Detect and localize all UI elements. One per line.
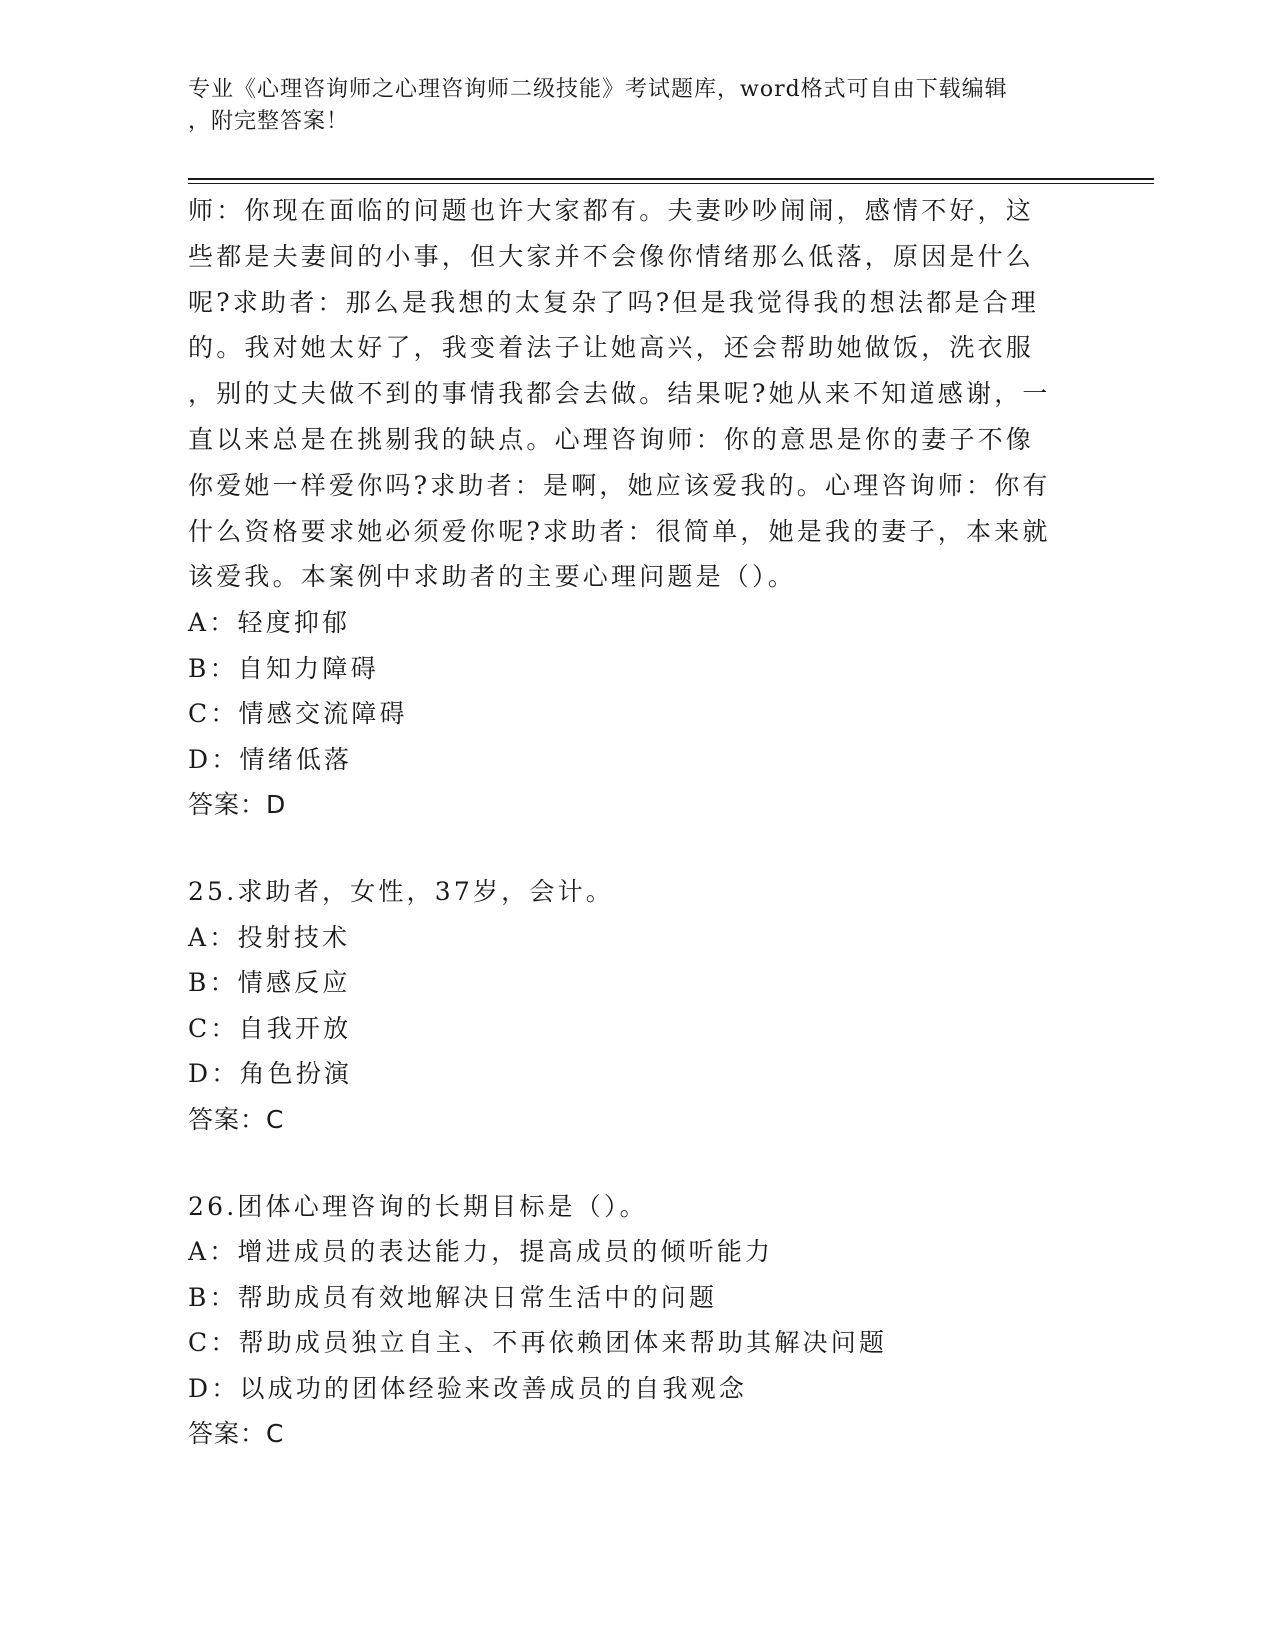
document-header <box>188 74 1068 138</box>
stem-line: 直以来总是在挑剔我的缺点。心理咨询师：你的意思是你的妻子不像 <box>188 424 1035 454</box>
question-25 <box>188 869 1148 1142</box>
stem-line: 什么资格要求她必须爱你呢?求助者：很简单，她是我的妻子，本来就 <box>188 516 1051 546</box>
option-a: A：增进成员的表达能力，提高成员的倾听能力 <box>188 1237 774 1267</box>
question-26 <box>188 1184 1148 1457</box>
option-a: A：投射技术 <box>188 922 351 952</box>
option-c: C：帮助成员独立自主、不再依赖团体来帮助其解决问题 <box>188 1328 888 1358</box>
option-b: B：自知力障碍 <box>188 653 379 683</box>
answer: 答案：C <box>188 1104 285 1134</box>
question-26-title: 26.团体心理咨询的长期目标是（）。 <box>188 1191 648 1221</box>
question-24-stem <box>188 188 1148 600</box>
stem-line: 些都是夫妻间的小事，但大家并不会像你情绪那么低落，原因是什么 <box>188 241 1035 271</box>
stem-line: 该爱我。本案例中求助者的主要心理问题是（）。 <box>188 562 796 592</box>
option-d: D：以成功的团体经验来改善成员的自我观念 <box>188 1373 748 1403</box>
header-line-1: 专业《心理咨询师之心理咨询师二级技能》考试题库，word格式可自由下载编辑 <box>188 77 1008 102</box>
option-c: C：自我开放 <box>188 1013 352 1043</box>
option-b: B：帮助成员有效地解决日常生活中的问题 <box>188 1282 718 1312</box>
option-c: C：情感交流障碍 <box>188 699 408 729</box>
header-divider-thick <box>188 178 1154 180</box>
stem-line: 呢?求助者：那么是我想的太复杂了吗?但是我觉得我的想法都是合理 <box>188 287 1040 317</box>
header-line-2: ，附完整答案！ <box>188 109 350 134</box>
stem-line: 师：你现在面临的问题也许大家都有。夫妻吵吵闹闹，感情不好，这 <box>188 196 1035 225</box>
stem-line: ，别的丈夫做不到的事情我都会去做。结果呢?她从来不知道感谢，一 <box>188 379 1051 409</box>
option-a: A：轻度抑郁 <box>188 608 351 638</box>
answer: 答案：D <box>188 790 287 820</box>
option-b: B：情感反应 <box>188 968 351 998</box>
question-25-title: 25.求助者，女性，37岁，会计。 <box>188 877 614 907</box>
answer: 答案：C <box>188 1419 285 1449</box>
document-body <box>188 188 1148 1456</box>
stem-line: 你爱她一样爱你吗?求助者：是啊，她应该爱我的。心理咨询师：你有 <box>188 470 1051 500</box>
option-d: D：角色扮演 <box>188 1059 353 1089</box>
stem-line: 的。我对她太好了，我变着法子让她高兴，还会帮助她做饭，洗衣服 <box>188 333 1035 363</box>
option-d: D：情绪低落 <box>188 744 353 774</box>
question-24 <box>188 188 1148 827</box>
header-divider-thin <box>188 183 1154 184</box>
